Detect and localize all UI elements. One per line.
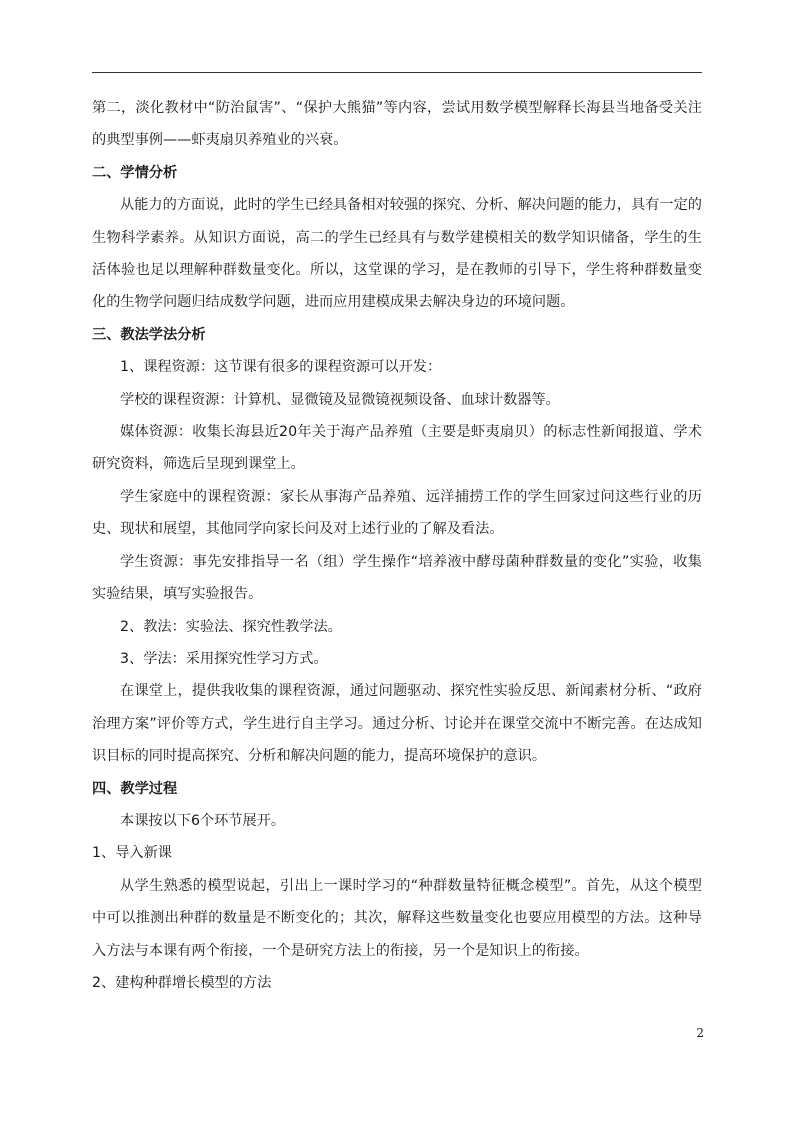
document-body [92,92,702,999]
paragraph: 学校的课程资源：计算机、显微镜及显微镜视频设备、血球计数器等。 [120,391,560,408]
paragraph: 3、学法：采用探究性学习方式。 [120,650,328,667]
paragraph: 第二，淡化教材中“防治鼠害”、“保护大熊猫”等内容，尝试用数学模型解释长海县当地备受关注的典型事例——虾夷扇贝养殖业的兴衰。 [92,100,702,149]
paragraph: 从学生熟悉的模型说起，引出上一课时学习的“种群数量特征概念模型”。首先，从这个模型中可以推测出种群的数量是不断变化的；其次，解释这些数量变化也要应用模型的方法。这种导入方法与本课有两个衔接，一个是研究方法上的衔接，另一个是知识上的衔接。 [92,877,702,959]
section-heading: 二、学情分析 [92,164,178,181]
paragraph: 从能力的方面说，此时的学生已经具备相对较强的探究、分析、解决问题的能力，具有一定的生物科学素养。从知识方面说，高二的学生已经具有与数学建模相关的数学知识储备，学生的生活体验也足以理解种群数量变化。所以，这堂课的学习，是在教师的引导下，学生将种群数量变化的生物学问题归结成数学问题，进而应用建模成果去解决身边的环境问题。 [92,197,702,311]
paragraph: 1、课程资源：这节课有很多的课程资源可以开发： [120,359,442,376]
paragraph: 媒体资源：收集长海县近20年关于海产品养殖（主要是虾夷扇贝）的标志性新闻报道、学术研究资料，筛选后呈现到课堂上。 [92,424,702,473]
section-heading: 三、教法学法分析 [92,326,206,343]
section-heading: 四、教学过程 [92,780,178,797]
paragraph: 2、教法：实验法、探究性教学法。 [120,618,342,635]
header-rule [92,72,702,73]
paragraph: 学生家庭中的课程资源：家长从事海产品养殖、远洋捕捞工作的学生回家过问这些行业的历史、现状和展望，其他同学向家长问及对上述行业的了解及看法。 [92,488,702,538]
page-number: 2 [696,1026,704,1040]
subsection-heading: 2、建构种群增长模型的方法 [92,974,272,991]
paragraph: 本课按以下6个环节展开。 [120,812,286,829]
paragraph: 在课堂上，提供我收集的课程资源，通过问题驱动、探究性实验反思、新闻素材分析、“政府治理方案”评价等方式，学生进行自主学习。通过分析、讨论并在课堂交流中不断完善。在达成知识目标的同时提高探究、分析和解决问题的能力，提高环境保护的意识。 [92,683,702,765]
subsection-heading: 1、导入新课 [92,845,172,862]
paragraph: 学生资源：事先安排指导一名（组）学生操作“培养液中酵母菌种群数量的变化”实验，收集实验结果，填写实验报告。 [92,553,702,603]
